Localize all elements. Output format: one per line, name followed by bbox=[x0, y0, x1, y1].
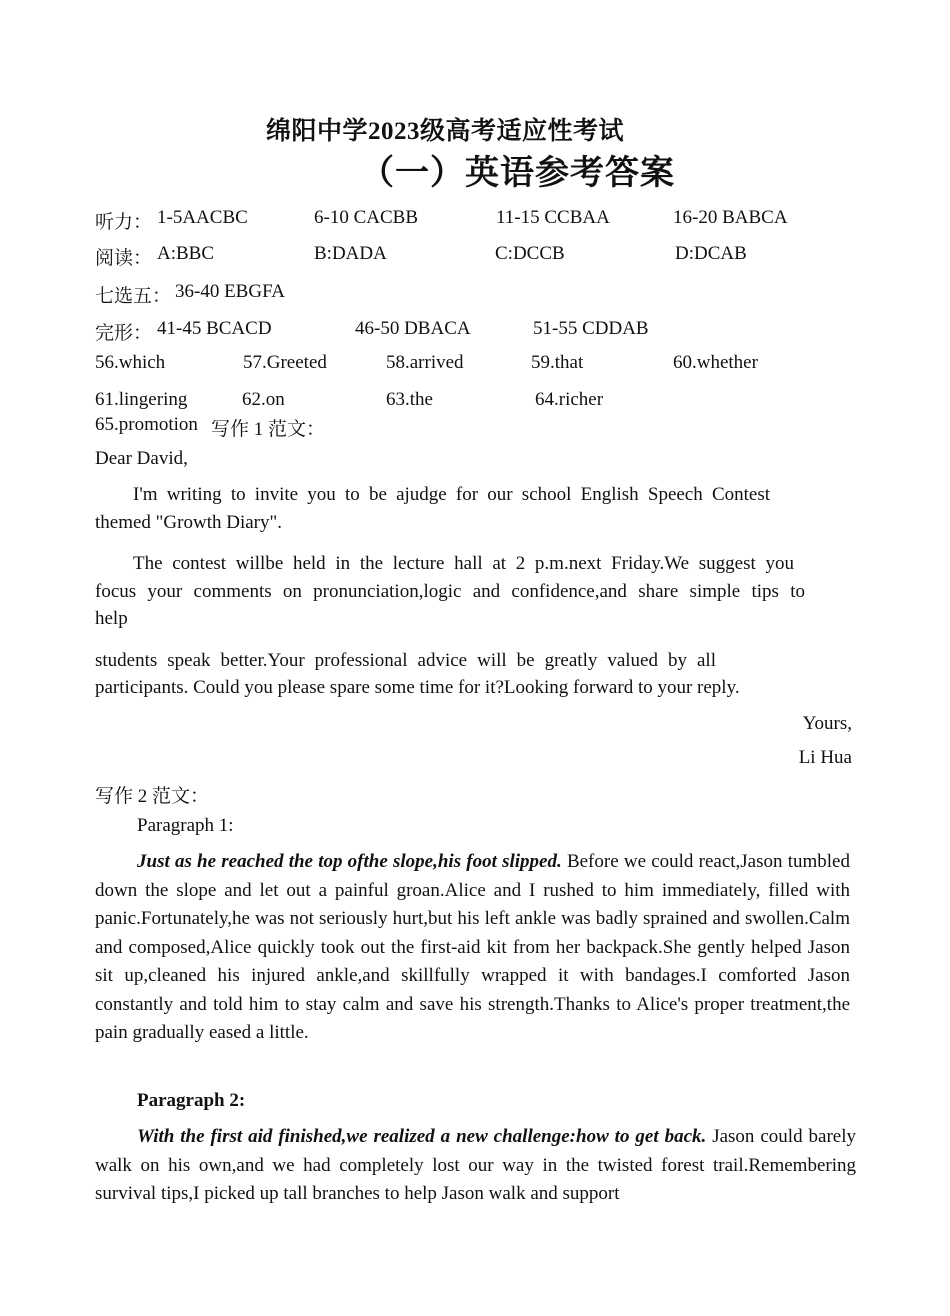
fill-answer: 64.richer bbox=[535, 389, 604, 410]
listening-group-1: 1-5AACBC bbox=[157, 207, 248, 228]
fill-answer: 63.the bbox=[386, 389, 433, 410]
paragraph-1-body: Before we could react,Jason tumbled down the slope and let out a painful groan.Alice and I rushed to him immediately, filled with panic.Fortunately,he was not seriously hurt,but his left ankle was badly sprained and swollen.Calm and composed,Alice quickly took out the first-aid kit from her backpack.She gently helped Jason sit up,cleaned his injured ankle,and skillfully wrapped it with bandages.I comforted Jason constantly and told him to stay calm and save his strength.Thanks to Alice's proper treatment,the pain gradually eased a little. bbox=[95, 851, 850, 1043]
seven-five-label: 七选五： bbox=[95, 286, 172, 307]
reading-group-c: C:DCCB bbox=[495, 243, 565, 264]
paragraph-2-text bbox=[95, 1123, 856, 1209]
paragraph-1-lead-sentence: Just as he reached the top ofthe slope,his foot slipped. bbox=[137, 851, 562, 872]
fill-answer: 60.whether bbox=[673, 352, 758, 373]
fill-answer: 56.which bbox=[95, 352, 166, 373]
letter-paragraph-3-line: participants. Could you please spare some time for it?Looking forward to your reply. bbox=[95, 677, 740, 698]
cloze-label: 完形： bbox=[95, 323, 153, 344]
answer-key-title: （一）英语参考答案 bbox=[360, 155, 675, 192]
letter-salutation: Dear David, bbox=[95, 448, 188, 469]
fill-answer: 58.arrived bbox=[386, 352, 464, 373]
letter-signature: Li Hua bbox=[798, 747, 852, 768]
listening-label: 听力： bbox=[95, 212, 153, 233]
listening-group-2: 6-10 CACBB bbox=[314, 207, 418, 228]
letter-closing: Yours, bbox=[802, 713, 852, 734]
fill-answer: 62.on bbox=[242, 389, 285, 410]
letter-paragraph-2-line: focus your comments on pronunciation,logic and confidence,and share simple tips to bbox=[95, 581, 805, 602]
fill-answer: 61.lingering bbox=[95, 389, 188, 410]
paragraph-1-label: Paragraph 1: bbox=[137, 815, 234, 836]
fill-answer: 57.Greeted bbox=[243, 352, 327, 373]
paragraph-2-lead-sentence: With the first aid finished,we realized a new challenge:how to get back. bbox=[137, 1126, 707, 1147]
letter-paragraph-1-line: themed "Growth Diary". bbox=[95, 512, 282, 533]
letter-paragraph-3-line: students speak better.Your professional advice will be greatly valued by all bbox=[95, 650, 716, 671]
letter-paragraph-2-line: help bbox=[95, 608, 128, 629]
letter-paragraph-1-line: I'm writing to invite you to be ajudge for our school English Speech Contest bbox=[133, 484, 770, 505]
letter-paragraph-2-line: The contest willbe held in the lecture hall at 2 p.m.next Friday.We suggest you bbox=[133, 553, 794, 574]
listening-group-4: 16-20 BABCA bbox=[673, 207, 788, 228]
exam-title: 绵阳中学2023级高考适应性考试 bbox=[265, 118, 624, 145]
reading-label: 阅读： bbox=[95, 248, 153, 269]
writing2-heading: 写作 2 范文： bbox=[95, 786, 210, 807]
cloze-group-3: 51-55 CDDAB bbox=[533, 318, 649, 339]
seven-five-answers: 36-40 EBGFA bbox=[175, 281, 285, 302]
cloze-group-2: 46-50 DBACA bbox=[355, 318, 471, 339]
paragraph-2-label: Paragraph 2: bbox=[137, 1090, 246, 1111]
writing1-heading: 写作 1 范文： bbox=[211, 419, 326, 440]
fill-answer: 59.that bbox=[531, 352, 584, 373]
paragraph-2-body: Jason could barely walk on his own,and we had completely lost our way in the twisted forest trail.Remembering survival tips,I picked up tall branches to help Jason walk and support bbox=[95, 1126, 856, 1204]
cloze-group-1: 41-45 BCACD bbox=[157, 318, 272, 339]
paragraph-1-text bbox=[95, 848, 850, 1048]
reading-group-d: D:DCAB bbox=[675, 243, 747, 264]
fill-answer: 65.promotion bbox=[95, 414, 198, 435]
reading-group-a: A:BBC bbox=[157, 243, 215, 264]
listening-group-3: 11-15 CCBAA bbox=[496, 207, 610, 228]
reading-group-b: B:DADA bbox=[314, 243, 387, 264]
